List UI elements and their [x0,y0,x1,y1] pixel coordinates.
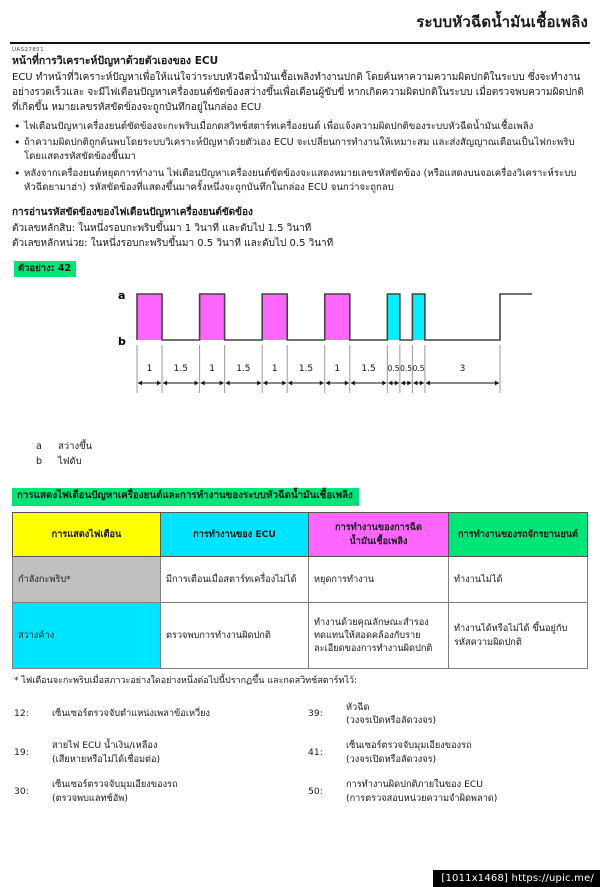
reading-line-units: ตัวเลขหลักหน่วย: ในหนึ่งรอบกะพริบขึ้นมา 0.5 วินาที และดับไป 0.5 วินาที [12,237,334,249]
fault-code-item [14,739,292,767]
waveform-svg [0,283,600,433]
pulse-block [387,294,400,340]
table-row [13,603,588,669]
fault-code-text [52,739,292,767]
table-row [13,557,588,603]
fault-code-text [346,701,586,729]
arrow-head [426,381,430,386]
column-header-text: การแสดงไฟเตือน [51,528,122,540]
tick-label: 1 [146,363,153,374]
blink-waveform-chart [0,283,600,433]
pulse-block [262,294,287,340]
intro-paragraph: ECU ทำหน้าที่วิเคราะห์ปัญหาเพื่อให้แน่ใจว่าระบบหัวฉีดน้ำมันเชื้อเพลิงทำงานปกติ โดยค้นหาความความผิดปกติในระบบ ซึ่งจะทำงานอย่างรวดเร็วและ จะมีไฟเตือนปัญหาเครื่องยนต์ขัดข้องสว่างขึ้นเพื่อเตือนผู้ขับขี่ หากเกิดความผิดปกติในระบบ เมื่อตรวจพบความผิดปกติที่เกิดขึ้น หมายเลขรหัสขัดข้องจะถูกบันทึกอยู่ในกล่อง ECU [12,72,584,113]
arrow-head [420,381,424,386]
cell-ecu: มีการเตือนเมื่อสตาร์ทเครื่องไม่ได้ [161,557,309,603]
bullet-list [12,120,587,196]
cell-vehicle: ทำงานไม่ได้ [449,557,588,603]
header-divider [10,42,590,44]
cell-injection: ทำงานด้วยคุณลักษณะสำรองทดแทนให้สอดคล้องกับรายละเอียดของการทำงานผิดปกติ [309,603,449,669]
column-header-text: การทำงานของ ECU [193,528,276,540]
arrow-head [263,381,267,386]
fault-code-text [52,707,292,721]
fault-code-number: 30: [14,785,29,797]
arrow-head [288,381,292,386]
reading-line-tens: ตัวเลขหลักสิบ: ในหนึ่งรอบกะพริบขึ้นมา 1 วินาที และดับไป 1.5 วินาที [12,223,312,235]
tick-label: 1.5 [361,363,376,374]
legend-item-a [36,439,600,454]
reading-heading: การอ่านรหัสขัดข้องของไฟเตือนปัญหาเครื่องยนต์ขัดข้อง [12,207,253,219]
fault-code-title: เซ็นเซอร์ตรวจจับตำแหน่งเพลาข้อเหวี่ยง [52,708,211,720]
fault-code-text [52,778,292,806]
arrow-head [201,381,205,386]
tick-label: 0.5 [387,363,400,373]
fault-code-item [308,778,586,806]
pulse-block [200,294,225,340]
legend-key-a: a [36,440,42,452]
fault-code-title: การทำงานผิดปกติภายในของ ECU [346,778,484,790]
list-item: • ถ้าความผิดปกติถูกค้นพบโดยระบบวิเคราะห์ปัญหาด้วยตัวเอง ECU จะเปลี่ยนการทำงานให้เหมาะสม และส่งสัญญาณเตือนเป็นไฟกะพริบ โดยแสดงรหัสขัดข้องขึ้นมา [12,136,587,164]
arrow-head [163,381,167,386]
pulse-block [137,294,162,340]
arrow-head [138,381,142,386]
fault-code-detail: (การตรวจสอบหน่วยความจำผิดพลาด) [346,792,498,804]
tick-label: 0.5 [412,363,425,373]
column-header-injection [309,513,449,557]
tick-axis [137,345,500,393]
table-header-row [13,513,588,557]
column-header-ecu [161,513,309,557]
cell-ecu: ตรวจพบการทำงานผิดปกติ [161,603,309,669]
axis-label-a: a [118,288,126,302]
arrow-head [351,381,355,386]
legend-text-b: ไฟดับ [58,456,82,468]
arrow-head [282,381,286,386]
tick-label: 3 [459,363,466,374]
fault-code-number: 41: [308,747,323,759]
arrow-head [382,381,386,386]
fault-code-title: หัวฉีด [346,701,370,713]
arrow-head [326,381,330,386]
waveform-legend [36,439,600,469]
section-heading: หน้าที่การวิเคราะห์ปัญหาด้วยตัวเองของ ECU [12,55,219,67]
column-header-warning-light [13,513,161,557]
arrow-head [157,381,161,386]
tick-label: 1 [209,363,215,374]
status-matrix-table [12,512,588,669]
table-banner: การแสดงไฟเตือนปัญหาเครื่องยนต์และการทำงานของระบบหัวฉีดน้ำมันเชื้อเพลิง [12,488,359,506]
pulse-block [412,294,425,340]
tick-label: 1.5 [173,363,188,374]
fault-code-detail: (วงจรเปิดหรือลัดวงจร) [346,753,437,765]
column-header-text: การทำงานของรถจักรยานยนต์ [458,528,578,540]
fault-code-number: 39: [308,708,323,720]
arrow-head [257,381,261,386]
fault-code-item [14,701,292,729]
tick-label: 0.5 [400,363,413,373]
fault-code-text [346,778,586,806]
column-header-text: การทำงานของการฉีด [335,522,422,534]
watermark: [1011x1468] https://upic.me/ [433,870,600,887]
column-header-vehicle [449,513,588,557]
fault-code-detail: (วงจรเปิดหรือลัดวงจร) [346,715,437,727]
arrow-head [413,381,417,386]
pulse-block [325,294,350,340]
legend-item-b [36,454,600,469]
fault-code-item [308,739,586,767]
cell-vehicle: ทำงานได้หรือไม่ได้ ขึ้นอยู่กับรหัสความผิดปกติ [449,603,588,669]
fault-code-number: 19: [14,747,29,759]
arrow-head [345,381,349,386]
tick-label: 1.5 [236,363,251,374]
fault-code-detail: (เสียหายหรือไม่ได้เชื่อมต่อ) [52,753,161,765]
arrow-head [401,381,405,386]
tick-labels [147,364,466,374]
arrow-head [395,381,399,386]
arrow-head [495,381,499,386]
fault-code-item [14,778,292,806]
arrow-head [220,381,224,386]
cell-injection: หยุดการทำงาน [309,557,449,603]
document-body [0,54,600,277]
ua-code: UAS27851 [12,47,44,53]
list-item: • หลังจากเครื่องยนต์หยุดการทำงาน ไฟเตือนปัญหาเครื่องยนต์ขัดข้องจะแสดงหมายเลขรหัสขัดข้อง (หรือแสดงบนจอเครื่องวิเคราะห์ระบบหัวฉีดยามาฮ่า) รหัสขัดข้องที่แสดงขึ้นมาครั้งหนึ่งจะถูกบันทึกในกล่อง ECU จนกว่าจะถูกลบ [12,167,587,195]
fault-code-item [308,701,586,729]
tick-label: 1 [271,363,278,374]
fault-code-title: เซ็นเซอร์ตรวจจับมุมเอียงของรถ [52,778,178,790]
status-badge: กำลังกะพริบ* [13,557,161,603]
pulse-fills [137,294,425,340]
example-label: ตัวอย่าง: 42 [14,261,76,277]
arrow-head [407,381,411,386]
table-footnote: * ไฟเตือนจะกะพริบเมื่อสภาวะอย่างใดอย่างหนึ่งต่อไปนี้ปรากฏขึ้น และกดสวิทช์สตาร์ทไว้: [14,676,358,687]
fault-code-title: เซ็นเซอร์ตรวจจับมุมเอียงของรถ [346,740,472,752]
page-title: ระบบหัวฉีดน้ำมันเชื้อเพลิง [416,13,588,31]
fault-code-list [0,701,600,817]
arrow-head [320,381,324,386]
arrow-head [226,381,230,386]
tick-label: 1.5 [298,363,314,374]
axis-label-b: b [118,334,126,348]
fault-code-text [346,739,586,767]
fault-code-detail: (ตรวจพบแลทช์อัพ) [52,792,128,804]
column-header-text: น้ำมันเชื้อเพลิง [349,535,408,547]
legend-text-a: สว่างขึ้น [58,440,93,452]
fault-code-title: สายไฟ ECU น้ำเงิน/เหลือง [52,740,158,752]
legend-key-b: b [36,456,43,468]
status-badge: สว่างค้าง [13,603,161,669]
list-item: • ไฟเตือนปัญหาเครื่องยนต์ขัดข้องจะกะพริบเมื่อกดสวิทช์สตาร์ทเครื่องยนต์ เพื่อแจ้งความผิดปกติของระบบหัวฉีดน้ำมันเชื้อเพลิง [12,120,587,134]
fault-code-number: 12: [14,708,29,720]
fault-code-number: 50: [308,785,323,797]
tick-label: 1 [334,363,341,374]
arrow-head [195,381,199,386]
arrow-head [388,381,392,386]
